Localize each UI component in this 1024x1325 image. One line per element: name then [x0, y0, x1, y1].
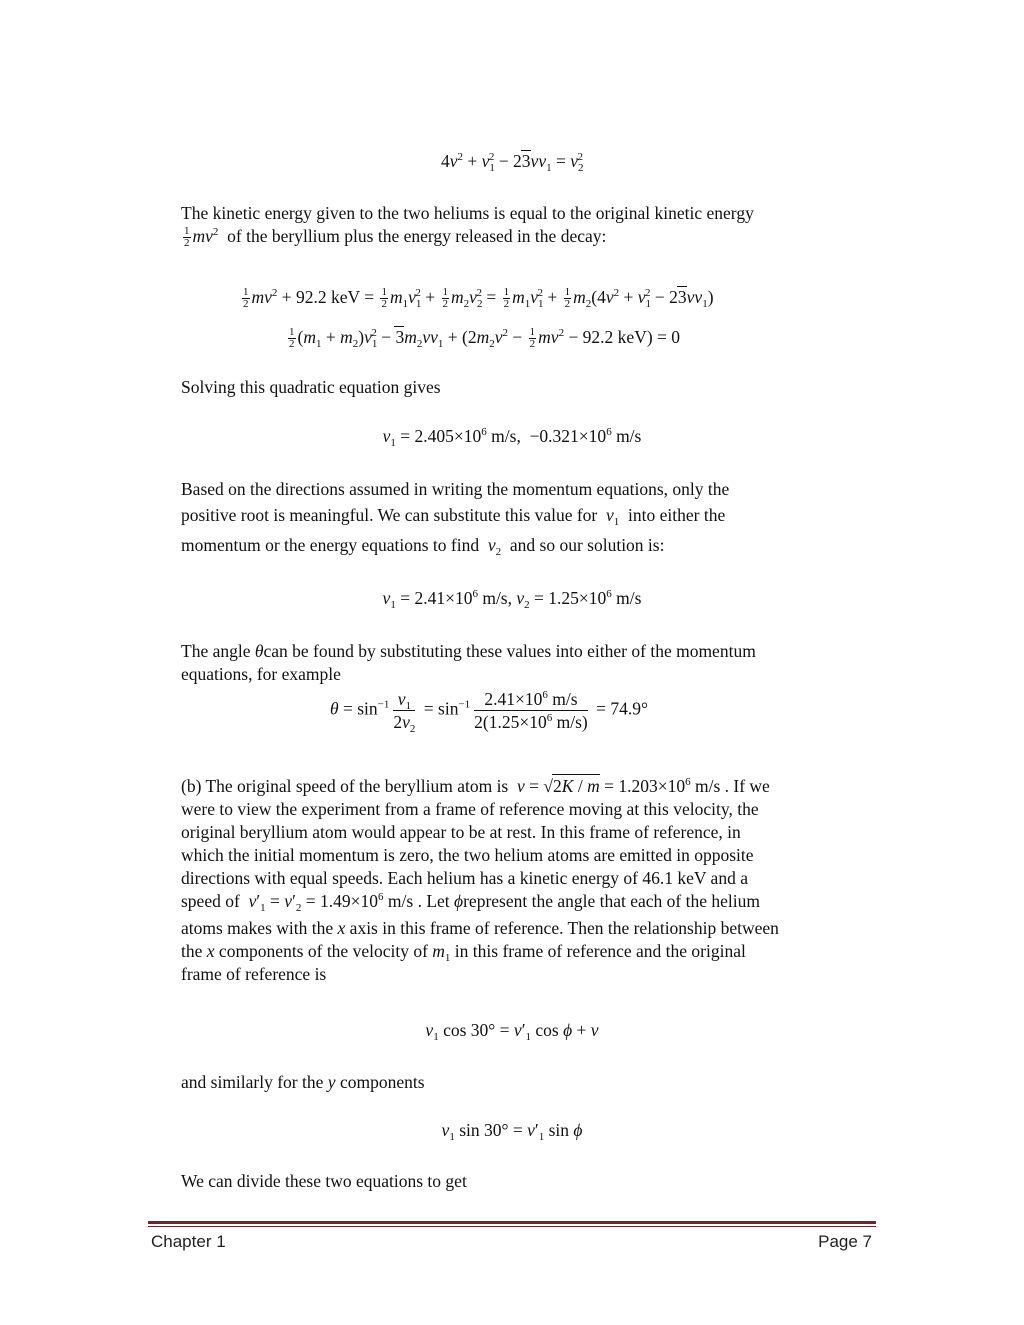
equation-3: $\frac{1}{2}$ $(m_1 + m_2)v_1^2 - 3m_2vv_1 + (2m_2v^2$ − $\frac{1}{2}$ $mv^2 - 92.2$ keV) = 0: [289, 326, 681, 351]
paragraph-7: We can divide these two equations to get: [181, 1171, 467, 1191]
footer-rule-thick: [148, 1221, 876, 1224]
footer-rule-thin: [148, 1226, 876, 1227]
paragraph-2: Solving this quadratic equation gives: [181, 377, 441, 397]
paragraph-5: (b) The original speed of the beryllium atom is $v = √2K / m = 1.203\times 10^6$ m/s . If we were to view the experiment from a frame of reference moving at this velocity, the original beryllium atom would appear to be at rest. In this frame of reference, in which the initial momentum is zero, the two helium atoms are emitted in opposite directions with equal speeds. Each helium has a kinetic energy of 46.1 keV and a speed of $v'_1 = v'_2 = 1.49\times 10^6$ m/s . Let ϕrepresent the angle that each of the helium atoms makes with the x axis in this frame of reference. Then the relationship between the x components of the velocity of $m_1$ in this frame of reference and the original frame of reference is: [181, 776, 779, 984]
paragraph-4: The angle θcan be found by substituting these values into either of the momentum equations, for example: [181, 641, 756, 684]
half-fraction: $\frac{1}{2}$: [184, 225, 190, 250]
paragraph-1: The kinetic energy given to the two heliums is equal to the original kinetic energy $\frac{1}{2}$ $mv^2$ of the beryllium plus the energy released in the decay:: [181, 203, 754, 250]
equation-8: $v_1$ $\sin 30^\circ = v'_1$ sin ϕ: [441, 1120, 583, 1143]
equation-1: $4v^2 + v_1^2 - 23vv_1 = v_2^2$: [440, 151, 584, 174]
paragraph-6: and similarly for the y components: [181, 1072, 425, 1092]
equation-5: $v_1 = 2.41\times 10^6$ m/s, $v_2 = 1.25\times 10^6$ m/s: [382, 588, 642, 611]
equation-6: $\theta = \sin^{-1}$ $\frac{v_1}{2v_2}$ = $\sin^{-1}$ $\frac{2.41\times 10^6 m/s}{2(1.25\times 10^6 m/s)}$ = 74.9°: [330, 689, 648, 735]
footer-page-number: Page 7: [818, 1232, 872, 1251]
equation-7: $v_1$ $\cos 30^\circ = v'_1$ cos ϕ + v: [425, 1020, 599, 1043]
equation-4: $v_1 = 2.405\times 10^6$ m/s, $-0.321\times 10^6$ m/s: [382, 426, 642, 449]
paragraph-3: Based on the directions assumed in writing the momentum equations, only the positive root is meaningful. We can substitute this value for $v_1$ into either the momentum or the energy equations to find $v_2$ and so our solution is:: [181, 479, 730, 558]
footer-chapter: Chapter 1: [151, 1232, 226, 1251]
equation-2: $\frac{1}{2}$ $mv^2 + 92.2$ keV = $\frac{1}{2}$ $m_1v_1^2$ + $\frac{1}{2}$ $m_2v_2^2$ = $\frac{1}{2}$ $m_1v_1^2$ + $\frac{1}{2}$ $m_2(4v^2 + v_1^2 - 23vv_1)$: [243, 286, 714, 311]
